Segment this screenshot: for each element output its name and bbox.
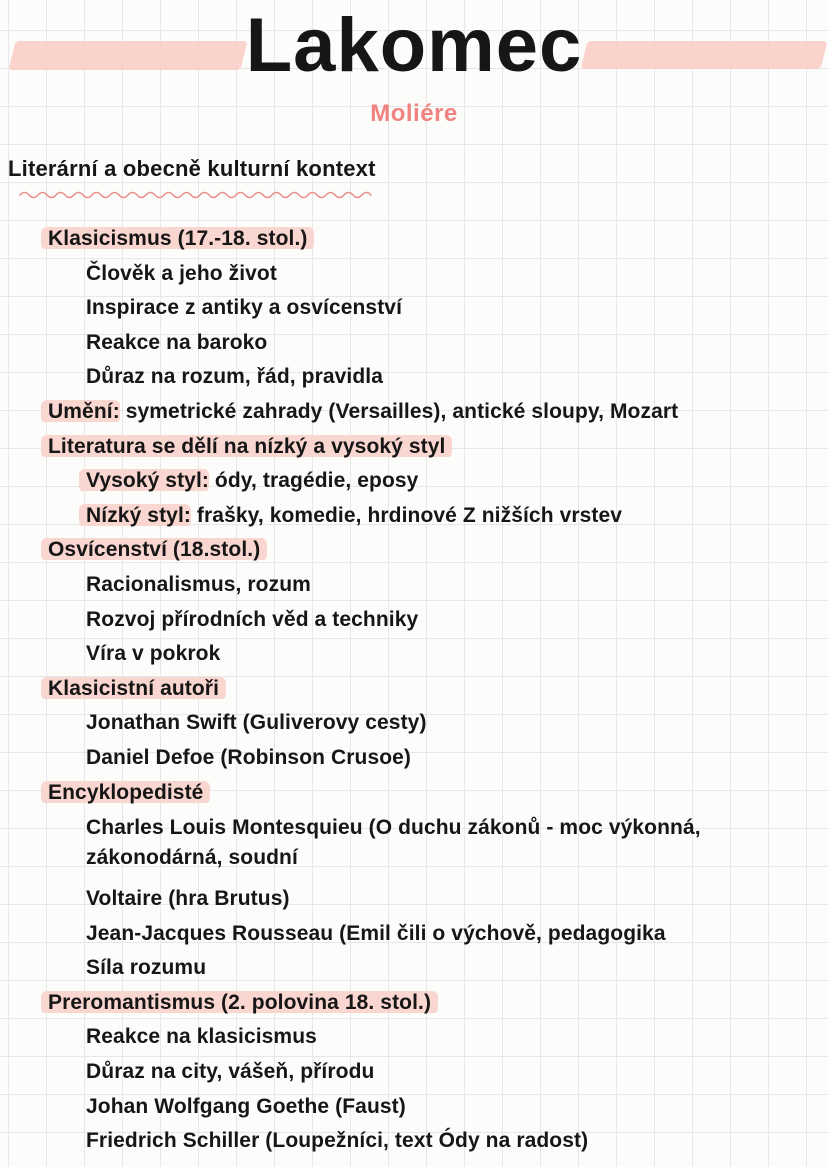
highlighted-text: Preromantismus (2. polovina 18. stol.) (41, 991, 438, 1014)
note-text: Voltaire (hra Brutus) (86, 887, 290, 911)
note-item (0, 568, 828, 603)
note-text: Jean-Jacques Rousseau (Emil čili o výchově, pedagogika (86, 921, 666, 945)
note-text: : symetrické zahrady (Versailles), antické sloupy, Mozart (112, 399, 679, 423)
note-item (0, 637, 828, 672)
note-item (0, 291, 828, 326)
note-item (0, 986, 828, 1021)
note-item (0, 222, 828, 257)
notes-list (0, 222, 828, 1159)
note-item (0, 672, 828, 707)
note-item (0, 1090, 828, 1125)
highlighted-text: Vysoký styl (79, 469, 209, 492)
note-text: Člověk a jeho život (86, 261, 277, 285)
note-text: Síla rozumu (86, 956, 207, 980)
highlighted-text: Literatura se dělí na nízký a vysoký styl (41, 435, 452, 458)
note-item (0, 603, 828, 638)
note-text: Inspirace z antiky a osvícenství (86, 296, 403, 320)
note-text: Friedrich Schiller (Loupežníci, text Ódy na radost) (86, 1129, 589, 1153)
note-item (0, 464, 828, 499)
wavy-underline (18, 188, 378, 200)
note-item (0, 533, 828, 568)
note-text: : frašky, komedie, hrdinové Z nižších vrstev (183, 503, 623, 527)
highlighted-text: Encyklopedisté (41, 781, 210, 804)
note-item (0, 1020, 828, 1055)
page-header (0, 0, 828, 150)
note-text: Důraz na city, vášeň, přírodu (86, 1060, 375, 1084)
note-text: Důraz na rozum, řád, pravidla (86, 365, 383, 389)
author-subtitle: Moliére (370, 100, 458, 127)
highlighted-text: Osvícenství (18.stol.) (41, 538, 267, 561)
note-text: Racionalismus, rozum (86, 572, 311, 596)
note-item (0, 776, 828, 811)
note-item (0, 882, 828, 917)
page-title: Lakomec (245, 3, 583, 88)
note-item (0, 741, 828, 776)
highlighted-text: Klasicismus (17.-18. stol.) (41, 227, 314, 250)
note-text: Reakce na baroko (86, 330, 268, 354)
note-text: Jonathan Swift (Guliverovy cesty) (86, 711, 427, 735)
note-item (0, 499, 828, 534)
section-heading: Literární a obecně kulturní kontext (8, 156, 376, 181)
note-item (0, 706, 828, 741)
note-text: Reakce na klasicismus (86, 1025, 317, 1049)
note-item (0, 810, 760, 873)
note-item (0, 257, 828, 292)
highlighted-text: Klasicistní autoři (41, 677, 226, 700)
note-text: Charles Louis Montesquieu (O duchu zákonů - moc výkonná, zákonodárná, soudní (86, 816, 701, 870)
note-text: : ódy, tragédie, eposy (201, 469, 419, 493)
note-text: Víra v pokrok (86, 642, 221, 666)
note-text: Daniel Defoe (Robinson Crusoe) (86, 745, 412, 769)
note-item (0, 1055, 828, 1090)
note-text: Johan Wolfgang Goethe (Faust) (86, 1094, 406, 1118)
note-item (0, 951, 828, 986)
note-item (0, 326, 828, 361)
highlighted-text: Umění (41, 400, 120, 423)
note-item (0, 917, 828, 952)
note-item (0, 360, 828, 395)
note-item (0, 430, 828, 465)
note-text: Rozvoj přírodních věd a techniky (86, 607, 419, 631)
note-item (0, 1124, 828, 1159)
highlighted-text: Nízký styl (79, 504, 191, 527)
note-item (0, 395, 828, 430)
